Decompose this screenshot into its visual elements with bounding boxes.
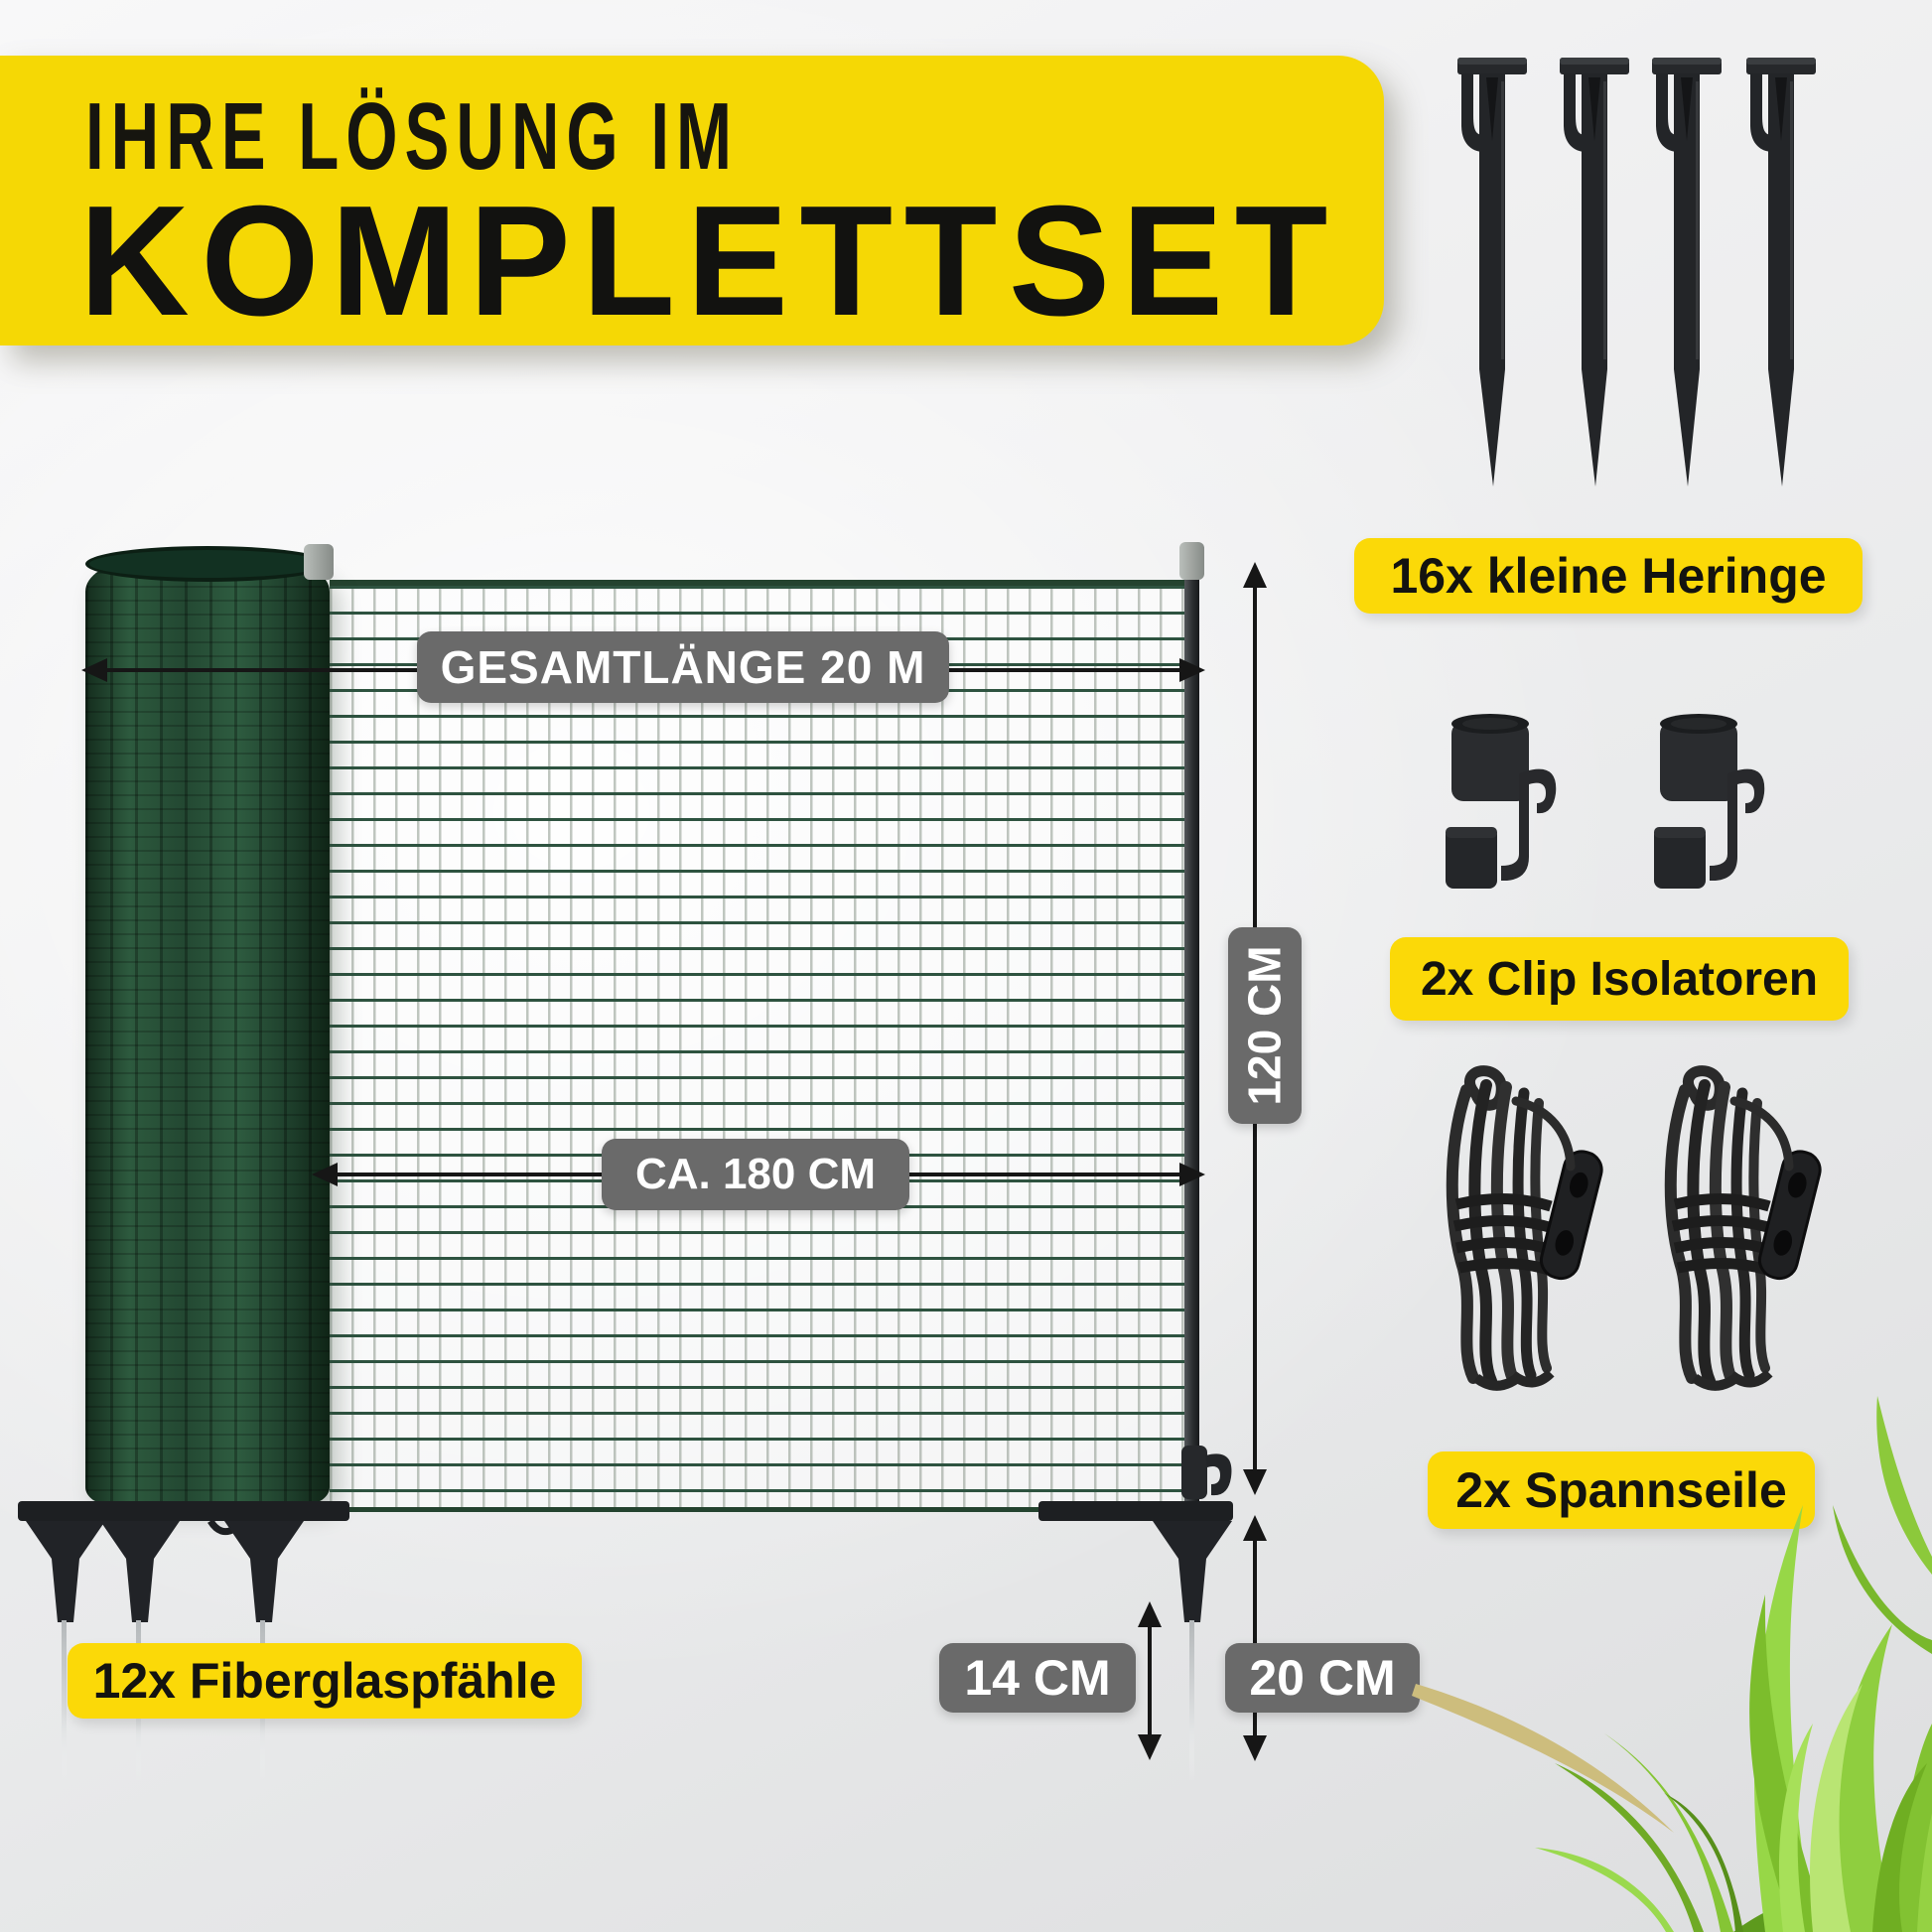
tent-peg-icon xyxy=(1556,52,1633,493)
clip-isolator-icon xyxy=(1438,710,1572,898)
net-height-value: 120 CM xyxy=(1239,945,1292,1106)
tent-peg-icon xyxy=(1453,52,1531,493)
pegs-count-label xyxy=(1354,538,1863,614)
tent-peg-icon xyxy=(1648,52,1725,493)
left-post-feet xyxy=(16,1485,353,1793)
spike-length-arrow xyxy=(1148,1625,1152,1736)
headline-subtitle: IHRE LÖSUNG IM xyxy=(85,83,740,190)
total-length-badge xyxy=(417,631,949,703)
clips-count-text: 2x Clip Isolatoren xyxy=(1420,952,1819,1006)
ropes-count-text: 2x Spannseile xyxy=(1455,1462,1787,1518)
clip-isolator-icon xyxy=(1646,710,1780,898)
right-post-foot xyxy=(1023,1485,1241,1793)
pegs-count-text: 16x kleine Heringe xyxy=(1390,548,1827,604)
ground-clearance-value: 20 CM xyxy=(1249,1650,1396,1706)
mesh-roll-top xyxy=(85,546,330,582)
grass-icon xyxy=(1376,1297,1932,1932)
spike-length-badge xyxy=(939,1643,1136,1713)
headline-banner xyxy=(0,56,1384,348)
panel-width-badge xyxy=(602,1139,909,1210)
spike-length-value: 14 CM xyxy=(964,1650,1111,1706)
mesh-roll xyxy=(85,562,330,1505)
total-length-value: GESAMTLÄNGE 20 M xyxy=(440,641,926,693)
panel-width-value: CA. 180 CM xyxy=(634,1150,877,1198)
tent-peg-icon xyxy=(1742,52,1820,493)
net-height-badge xyxy=(1228,927,1302,1124)
headline-title: KOMPLETTSET xyxy=(79,174,1339,348)
roll-post-cap xyxy=(304,544,334,580)
fence-post-cap xyxy=(1179,542,1204,580)
post-clip-icon xyxy=(1156,1440,1239,1531)
fiberglass-posts-label xyxy=(68,1643,582,1719)
fence-post xyxy=(1184,552,1199,1501)
clips-count-label xyxy=(1390,937,1849,1021)
fence-net xyxy=(330,580,1187,1512)
fiberglass-posts-text: 12x Fiberglaspfähle xyxy=(92,1653,557,1709)
